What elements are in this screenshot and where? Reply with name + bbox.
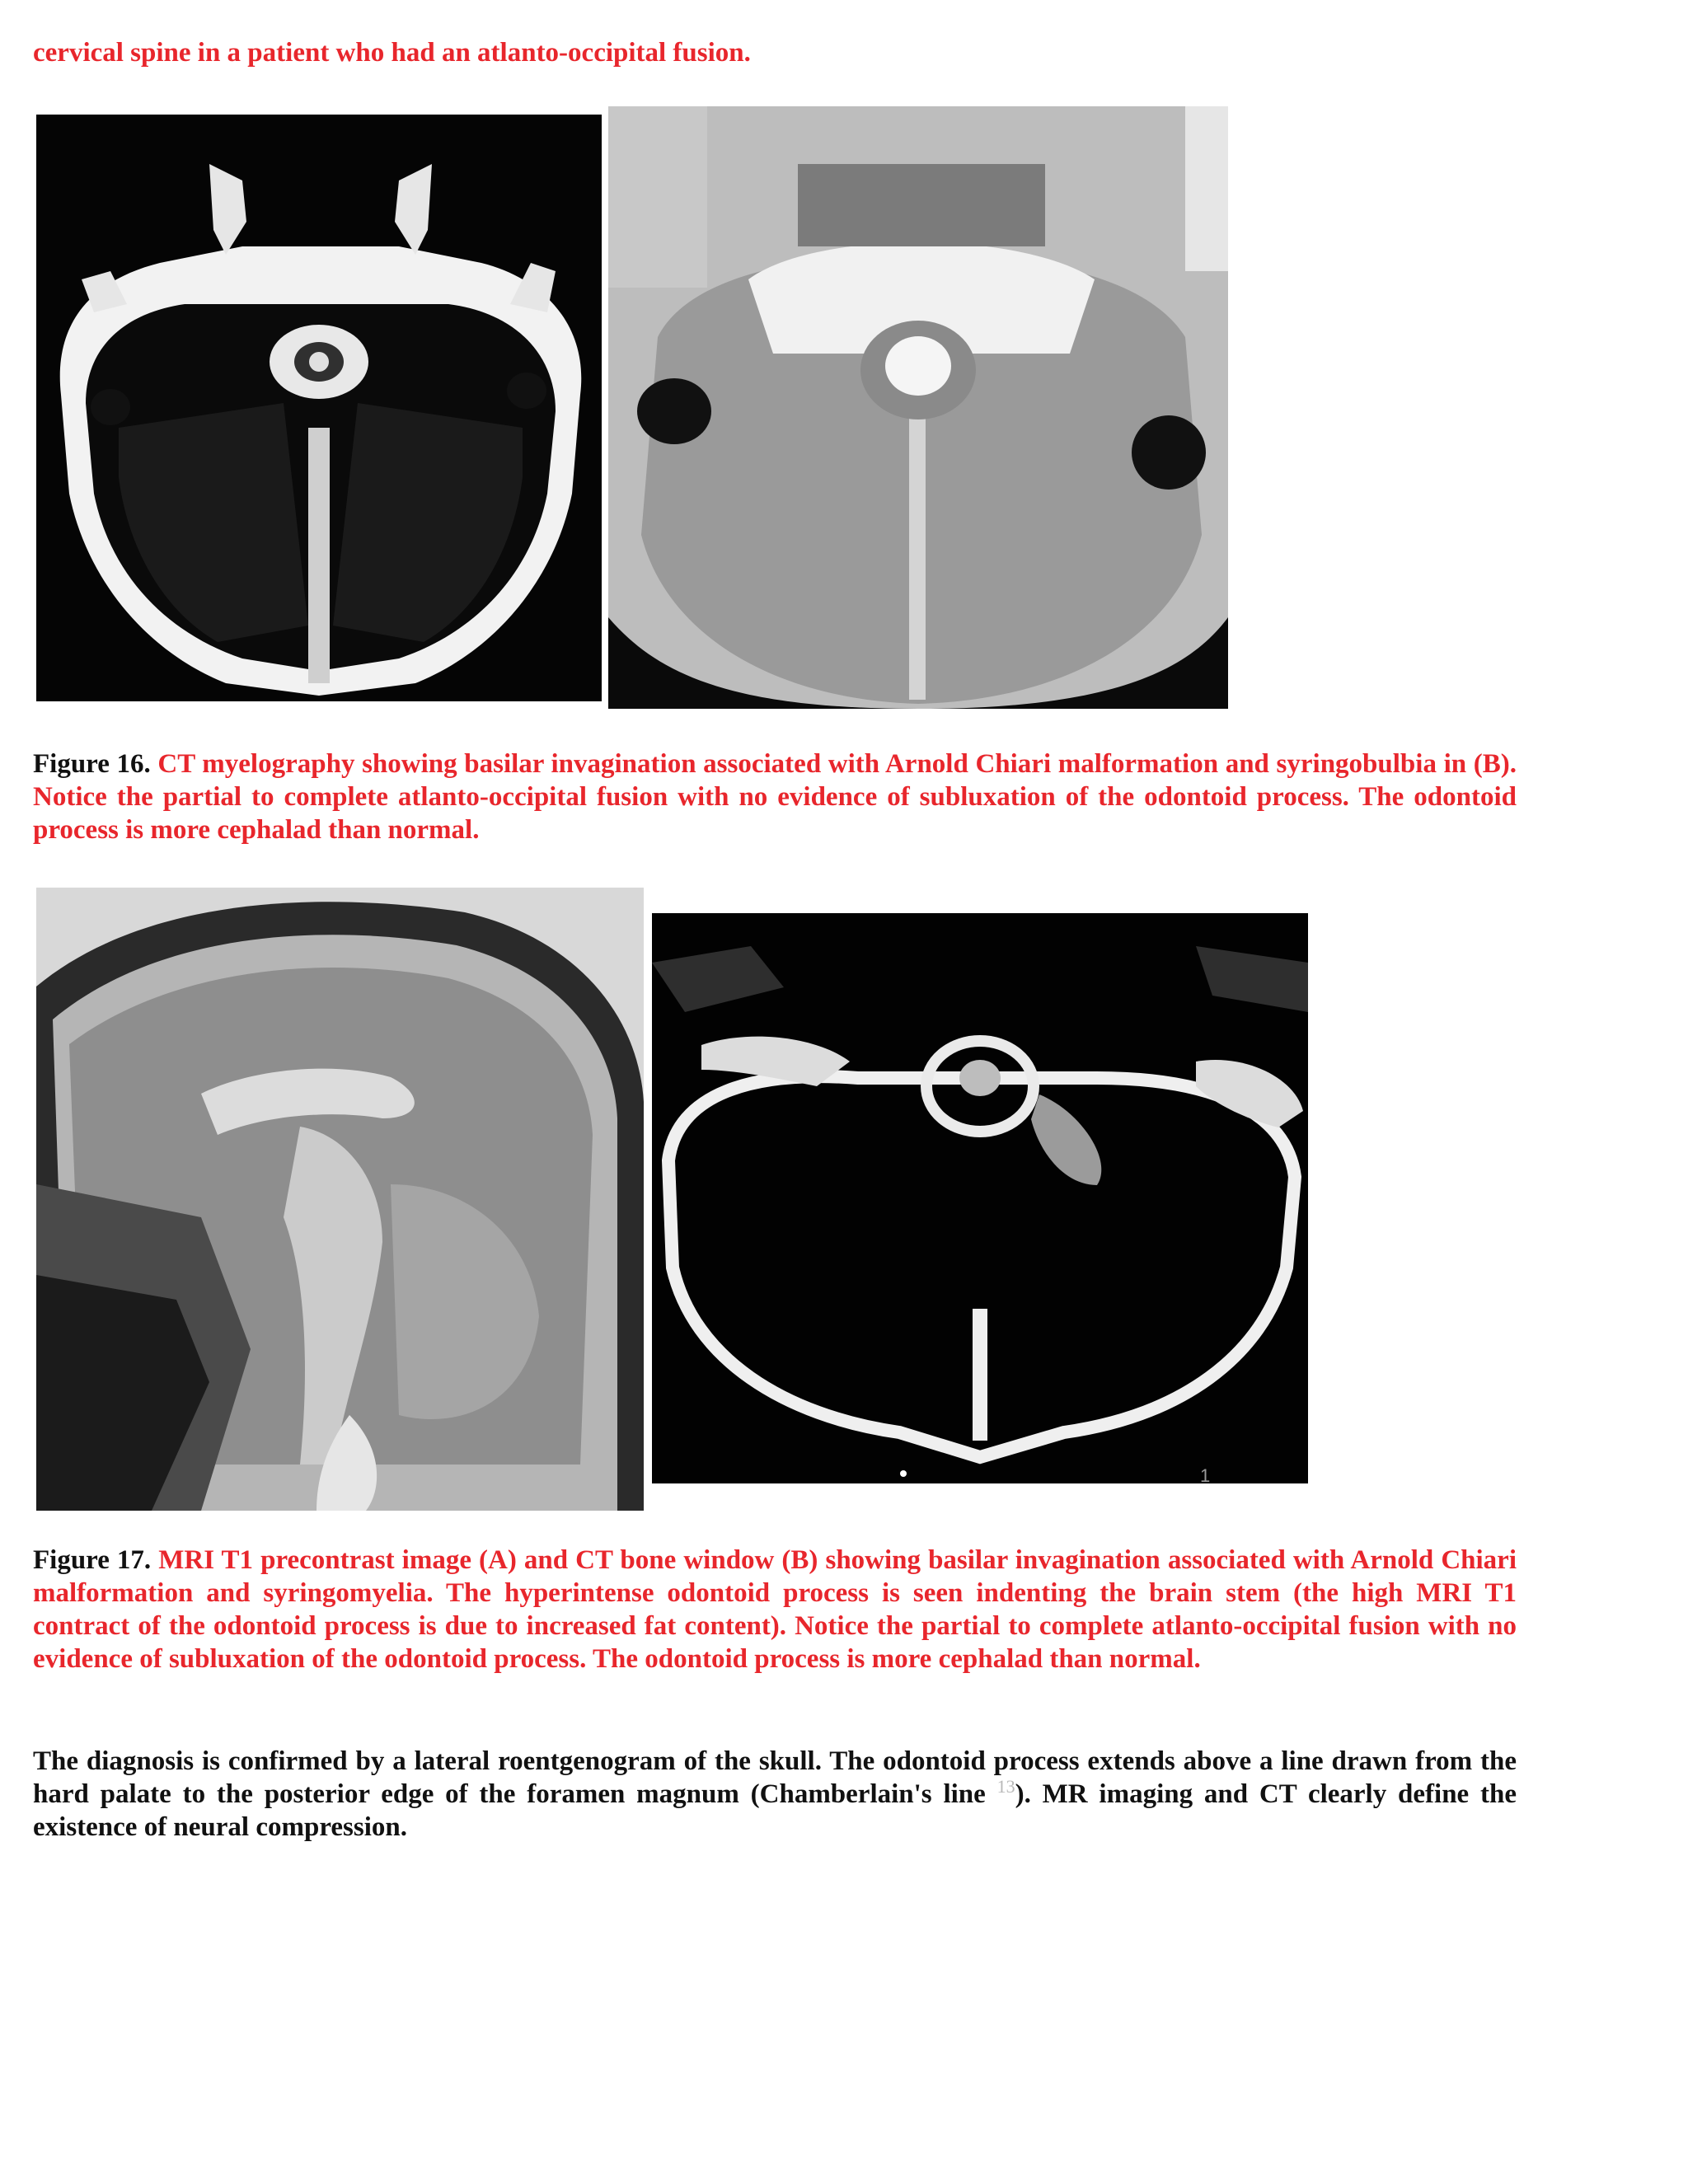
reference-13: 13 [996, 1776, 1015, 1797]
figure-17-caption-text: MRI T1 precontrast image (A) and CT bone window (B) showing basilar invagination associated with Arnold Chiari malformation and syringomyelia. The hyperintense odontoid process is seen indenting the brain stem (the high MRI T1 contract of the odontoid process is due to increased fat content). Notice the partial to complete atlanto-occipital fusion with no evidence of subluxation of the odontoid process. The odontoid process is more cephalad than normal. [33, 1545, 1517, 1674]
body-text-after: ). MR imaging and CT clearly define the existence of neural compression. [33, 1779, 1517, 1842]
figure-17-label: Figure 17. [33, 1545, 152, 1575]
body-paragraph [33, 1745, 1517, 1844]
body-text-before: The diagnosis is confirmed by a lateral roentgenogram of the skull. The odontoid process extends above a line drawn from the hard palate to the posterior edge of the foramen magnum (Chamberlain's line [33, 1746, 1517, 1809]
figure-16-caption-text: CT myelography showing basilar invagination associated with Arnold Chiari malformation and syringobulbia in (B). Notice the partial to complete atlanto-occipital fusion with no evidence of subluxation of the odontoid process. The odontoid process is more cephalad than normal. [33, 749, 1517, 845]
figure-16-label: Figure 16. [33, 749, 151, 779]
figure-16-image-a [36, 115, 602, 701]
figure-17-caption [33, 1544, 1517, 1675]
figure-17-image-b [652, 913, 1308, 1483]
figure-16-caption [33, 748, 1517, 846]
figure-17-image-a [36, 888, 644, 1511]
figure-17-image-b-marker: 1 [1200, 1465, 1211, 1483]
figure-16-image-b [608, 106, 1228, 709]
continued-caption-line: cervical spine in a patient who had an atlanto-occipital fusion. [33, 38, 751, 68]
